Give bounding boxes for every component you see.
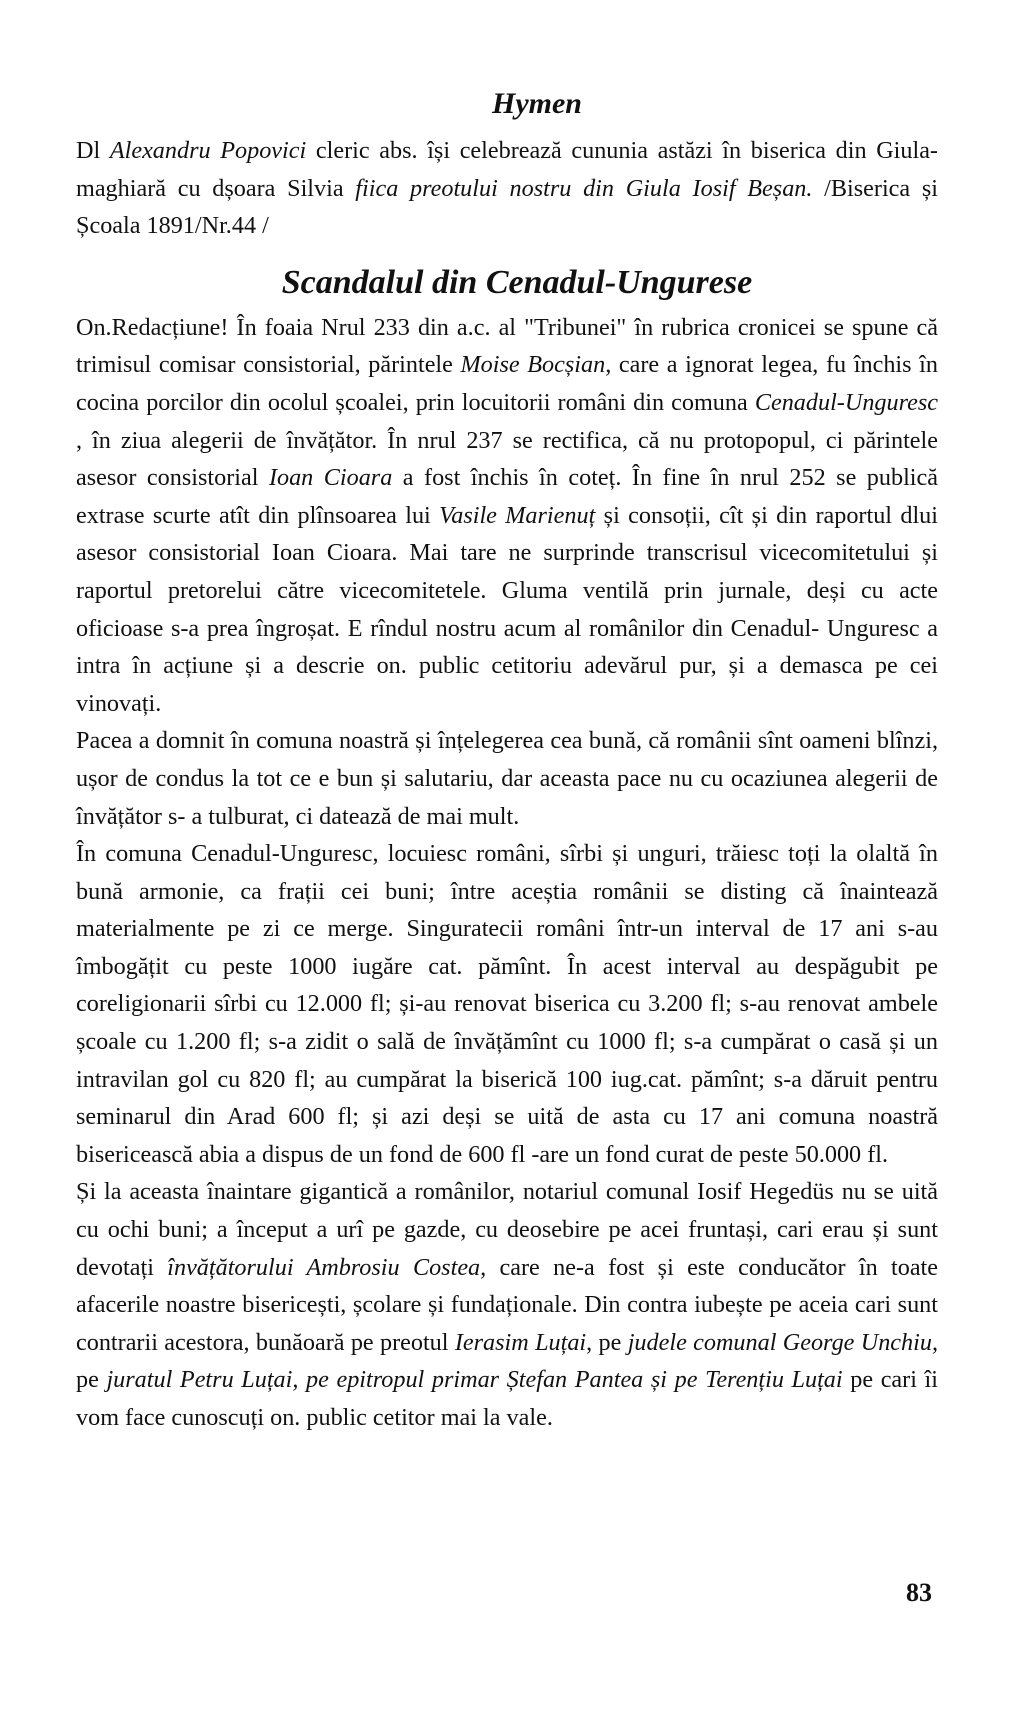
scandal-paragraph-2: Pacea a domnit în comuna noastră și înțelegerea cea bună, că românii sînt oameni blînzi, ușor de condus la tot ce e bun și salutariu, dar aceasta pace nu cu ocaziunea alegerii de învățător s- a tulburat, ci datează de mai mult. xyxy=(76,727,938,830)
p4-italic-1: învățătorului Ambrosiu Costea, xyxy=(167,1253,487,1281)
p4-italic-4: juratul Petru Luțai, pe epitropul primar Ștefan Pantea și pe Terențiu Luțai xyxy=(106,1366,843,1394)
p1-text-2: care a ignorat legea, fu închis în cocina porcilor din ocolul școalei, prin locuitorii români din comuna xyxy=(76,351,938,416)
p4-text-2: care ne-a fost și este conducător în toate afacerile noastre bisericești, școlare și fundaționale. Din contra iubește pe aceia cari sunt contrarii acestora, bunăoară pe preotul xyxy=(76,1253,939,1356)
p1-text-3: , în ziua alegerii de învățător. În nrul 237 se rectifica, că nu protopopul, ci părintele asesor consistorial xyxy=(76,426,938,492)
scandal-title: Scandalul din Cenadul-Ungurese xyxy=(281,263,753,301)
p1-italic-2: Cenadul-Unguresc xyxy=(754,388,938,416)
hymen-title: Hymen xyxy=(492,87,582,120)
p1-text-5: și consoții, cît și din raportul dlui asesor consistorial Ioan Cioara. Mai tare ne surprinde transcrisul vicecomitetului și raportul pretorelui către vicecomitetele. Gluma ventilă prin jurnale, deși cu acte oficioase s-a prea îngroșat. E rîndul nostru acum al românilor din Cenadul- Unguresc a intra în acțiune și a descrie on. public cetitoriu adevărul pur, și a demasca pe cei vinovați. xyxy=(76,501,938,717)
p1-text-4: a fost închis în coteț. În fine în nrul 252 se publică extrase scurte atît din plînsoarea lui xyxy=(76,464,938,529)
p4-text-4: pe xyxy=(76,1366,107,1394)
document-page xyxy=(76,78,938,1437)
p1-italic-3: Ioan Cioara xyxy=(268,464,393,492)
p4-italic-3: judele comunal George Unchiu, xyxy=(627,1328,938,1356)
p4-text-1: Și la aceasta înaintare gigantică a românilor, notariul comunal Iosif Hegedüs nu se uită cu ochi buni; a început a urî pe gazde, cu deosebire pe acei fruntași, cari erau și sunt devotați xyxy=(76,1178,938,1281)
hymen-name: Alexandru Popovici xyxy=(109,137,307,164)
hymen-paragraph xyxy=(76,132,938,245)
p4-text-3: , pe xyxy=(586,1328,628,1356)
scandal-paragraph-3: În comuna Cenadul-Unguresc, locuiesc români, sîrbi și unguri, trăiesc toți la olaltă în bună armonie, ca frații cei buni; între aceștia românii se disting că înaintează materialmente pe zi ce merge. Singuratecii români într-un interval de 17 ani s-au îmbogățit cu peste 1000 iugăre cat. pămînt. În acest interval au despăgubit pe coreligionarii sîrbi cu 12.000 fl; și-au renovat biserica cu 3.200 fl; s-au renovat ambele școale cu 1.200 fl; s-a zidit o sală de învățămînt cu 1000 fl; s-a cumpărat o casă și un intravilan gol cu 820 fl; au cumpărat la biserică 100 iug.cat. pămînt; s-a dăruit pentru seminarul din Arad 600 fl; și azi deși se uită de asta cu 17 ani comuna noastră bisericească abia a dispus de un fond de 600 fl -are un fond curat de peste 50.000 fl. xyxy=(76,840,938,1168)
p1-italic-4: Vasile Marienuț xyxy=(439,501,596,529)
hymen-text-2: cleric abs. își celebrează cununia astăzi în biserica din Giula-maghiară cu dșoara Silvia xyxy=(76,137,938,202)
scandal-paragraph-4 xyxy=(76,1173,938,1436)
scandal-paragraph-1 xyxy=(76,309,938,723)
p1-text-1: On.Redacțiune! În foaia Nrul 233 din a.c. al "Tribunei" în rubrica cronicei se spune că trimisul comisar consistorial, părintele xyxy=(76,313,938,379)
p4-text-5: pe cari îi vom face cunoscuți on. public cetitor mai la vale. xyxy=(76,1366,938,1431)
p4-italic-2: Ierasim Luțai xyxy=(454,1328,587,1356)
hymen-italic: fiica preotului nostru din Giula Iosif Beșan. xyxy=(355,174,813,202)
page-number: 83 xyxy=(906,1578,932,1607)
hymen-text-1: Dl xyxy=(76,137,110,164)
hymen-source: /Biserica și Școala 1891/Nr.44 / xyxy=(76,174,938,240)
p1-italic-1: Moise Bocșian, xyxy=(460,351,612,379)
